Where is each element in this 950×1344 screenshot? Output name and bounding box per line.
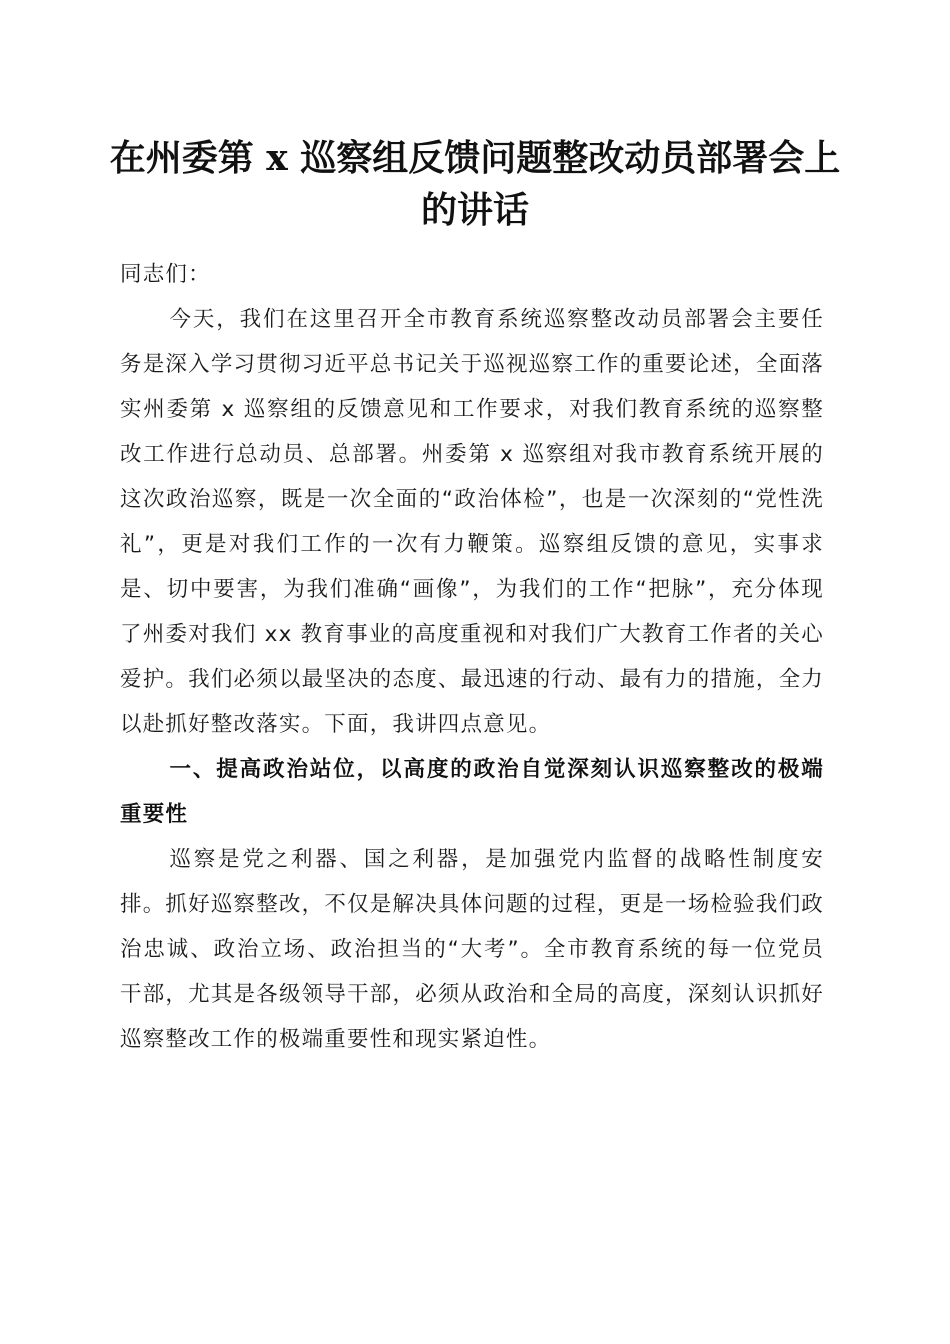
salutation: 同志们：: [120, 262, 211, 287]
document-title: 在州委第 x 巡察组反馈问题整改动员部署会上的讲话: [109, 137, 841, 231]
section-heading-1: 一、提高政治站位，以高度的政治自觉深刻认识巡察整改的极端重要性: [120, 757, 824, 827]
section-paragraph-1: 巡察是党之利器、国之利器，是加强党内监督的战略性制度安排。抓好巡察整改，不仅是解决具体问题的过程，更是一场检验我们政治忠诚、政治立场、政治担当的“大考”。全市教育系统的每一位党员干部，尤其是各级领导干部，必须从政治和全局的高度，深刻认识抓好巡察整改工作的极端重要性和现实紧迫性。: [120, 847, 824, 1052]
document-body: [120, 252, 824, 1062]
opening-paragraph: 今天，我们在这里召开全市教育系统巡察整改动员部署会主要任务是深入学习贯彻习近平总书记关于巡视巡察工作的重要论述，全面落实州委第 x 巡察组的反馈意见和工作要求，对我们教育系统的巡察整改工作进行总动员、总部署。州委第 x 巡察组对我市教育系统开展的这次政治巡察，既是一次全面的“政治体检”，也是一次深刻的“党性洗礼”，更是对我们工作的一次有力鞭策。巡察组反馈的意见，实事求是、切中要害，为我们准确“画像”，为我们的工作“把脉”，充分体现了州委对我们 xx 教育事业的高度重视和对我们广大教育工作者的关心爱护。我们必须以最坚决的态度、最迅速的行动、最有力的措施，全力以赴抓好整改落实。下面，我讲四点意见。: [120, 307, 824, 737]
